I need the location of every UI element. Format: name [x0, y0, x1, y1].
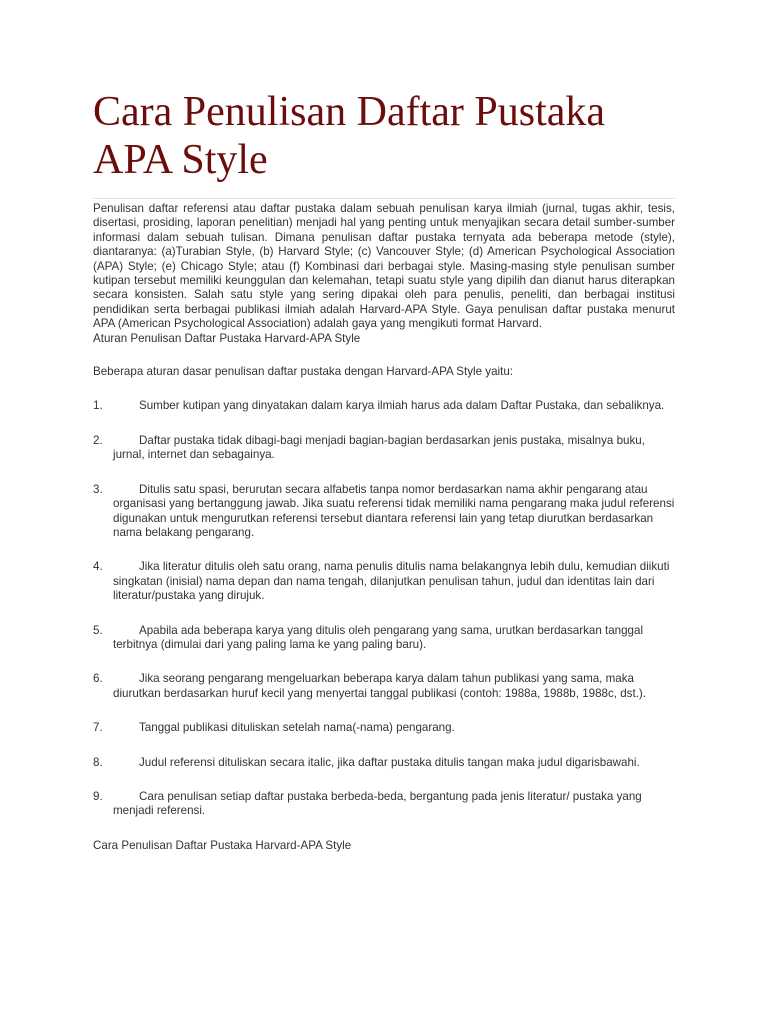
list-item [93, 672, 675, 701]
list-item-text: Jika literatur ditulis oleh satu orang, nama penulis ditulis nama belakangnya lebih dulu, kemudian diikuti singkatan (inisial) nama depan dan nama tengah, dilanjutkan penulisan tahun, judul dan identitas lain dari literatur/pustaka yang dirujuk. [113, 560, 670, 603]
list-item-text: Apabila ada beberapa karya yang ditulis oleh pengarang yang sama, urutkan berdasarkan tanggal terbitnya (dimulai dari yang paling lama ke yang paling baru). [113, 623, 644, 651]
list-item [93, 483, 675, 541]
page-title: Cara Penulisan Daftar Pustaka APA Style [93, 89, 606, 183]
intro-subheading: Aturan Penulisan Daftar Pustaka Harvard-APA Style [93, 331, 361, 345]
list-item-number: 3. [93, 482, 103, 496]
list-item [93, 624, 675, 653]
list-item-number: 5. [93, 623, 103, 637]
list-item-text: Daftar pustaka tidak dibagi-bagi menjadi bagian-bagian berdasarkan jenis pustaka, misalnya buku, jurnal, internet dan sebagainya. [113, 433, 645, 462]
list-item-number: 6. [93, 672, 103, 686]
list-item-number: 1. [93, 399, 103, 413]
list-item [93, 434, 675, 463]
list-item-text: Ditulis satu spasi, berurutan secara alfabetis tanpa nomor berdasarkan nama akhir pengarang atau organisasi yang bertanggung jawab. Jika suatu referensi tidak memiliki nama pengarang maka judul referensi digunakan untuk mengurutkan referensi tersebut diantara referensi lain yang tetap diurutkan berdasarkan nama belakang pengarang. [113, 482, 675, 539]
intro-paragraph-text: Penulisan daftar referensi atau daftar pustaka dalam sebuah penulisan karya ilmiah (jurnal, tugas akhir, tesis, disertasi, prosiding, laporan penelitian) menjadi hal yang penting untuk menyajikan secara detail sumber-sumber informasi dalam sebuah tulisan. Dimana penulisan daftar pustaka ternyata ada beberapa metode (style), diantaranya: (a)Turabian Style, (b) Harvard Style; (c) Vancouver Style; (d) American Psychological Association (APA) Style; (e) Chicago Style; atau (f) Kombinasi dari berbagai style. Masing-masing style penulisan sumber kutipan tersebut memiliki keunggulan dan kelemahan, tetapi suatu style yang dipilih dan dianut harus diterapkan secara konsisten. Salah satu style yang sering dipakai oleh para penulis, peneliti, dan berbagai institusi pendidikan serta berbagai publikasi ilmiah adalah Harvard-APA Style. Gaya penulisan daftar pustaka menurut APA (American Psychological Association) adalah gaya yang mengikuti format Harvard. [93, 202, 675, 331]
list-item-number: 2. [93, 433, 103, 447]
list-item-number: 7. [93, 721, 103, 735]
rules-list [93, 399, 675, 818]
list-item [93, 399, 675, 413]
list-item-number: 9. [93, 789, 103, 803]
list-item [93, 560, 675, 603]
title-divider [93, 198, 675, 199]
list-item-text: Cara penulisan setiap daftar pustaka berbeda-beda, bergantung pada jenis literatur/ pustaka yang menjadi referensi. [113, 789, 642, 818]
list-item-text: Judul referensi dituliskan secara italic, jika daftar pustaka ditulis tangan maka judul digarisbawahi. [139, 755, 640, 769]
rules-lead-sentence: Beberapa aturan dasar penulisan daftar pustaka dengan Harvard-APA Style yaitu: [93, 365, 514, 379]
list-item [93, 721, 675, 735]
list-item-text: Sumber kutipan yang dinyatakan dalam karya ilmiah harus ada dalam Daftar Pustaka, dan sebaliknya. [139, 399, 665, 413]
intro-paragraph [93, 202, 675, 346]
list-item-number: 4. [93, 560, 103, 574]
list-item-text: Jika seorang pengarang mengeluarkan beberapa karya dalam tahun publikasi yang sama, maka diurutkan berdasarkan huruf kecil yang menyertai tanggal publikasi (contoh: 1988a, 1988b, 1988c, dst.). [113, 672, 647, 700]
list-item-number: 8. [93, 755, 103, 769]
list-item-text: Tanggal publikasi dituliskan setelah nama(-nama) pengarang. [139, 721, 455, 735]
document-page [93, 88, 675, 853]
list-item [93, 756, 675, 770]
list-item [93, 790, 675, 819]
closing-subheading: Cara Penulisan Daftar Pustaka Harvard-APA Style [93, 838, 352, 852]
